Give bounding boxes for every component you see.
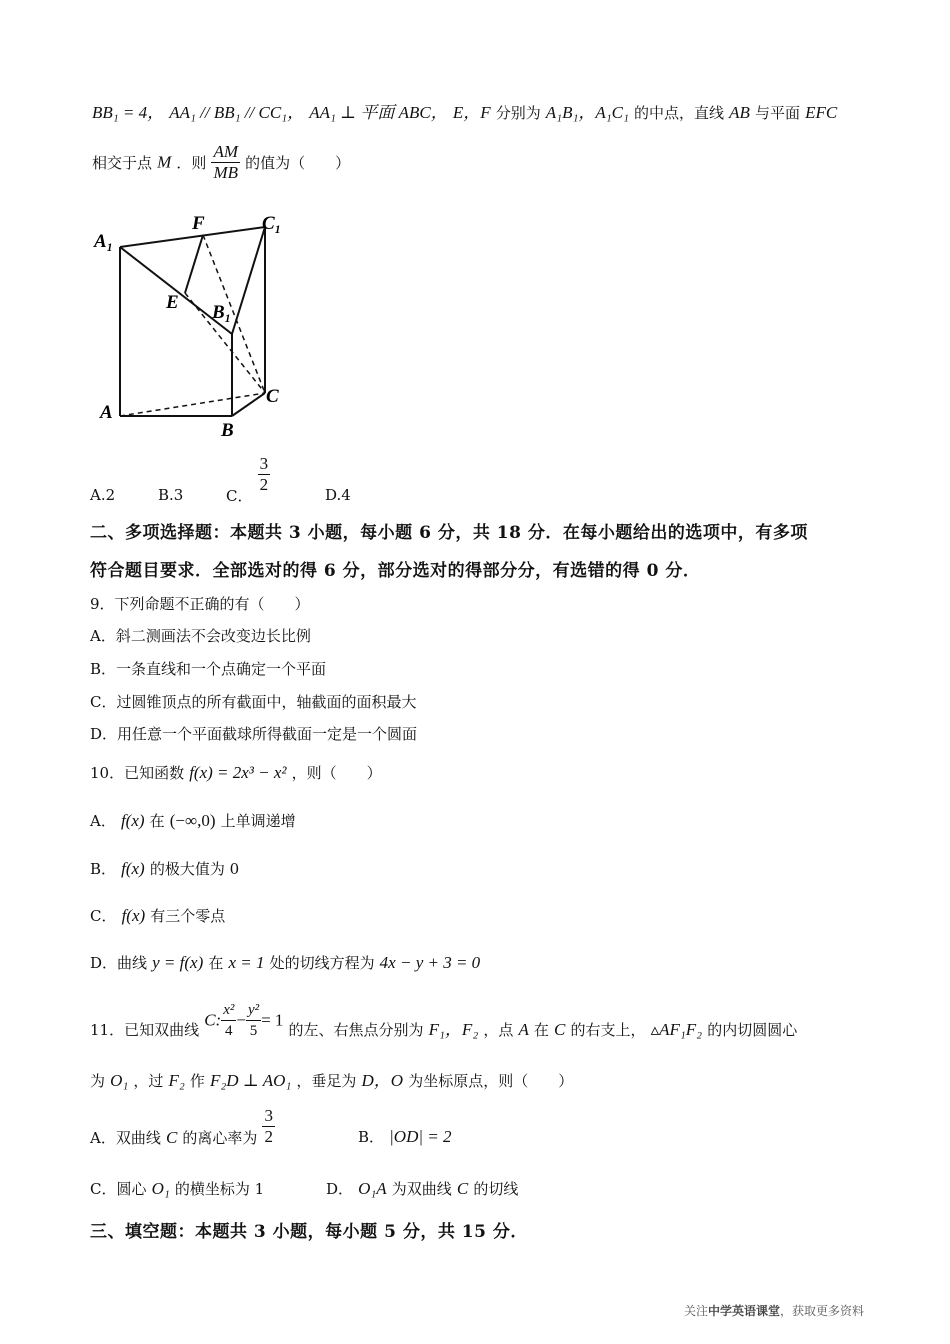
q11-option-d <box>326 1178 518 1199</box>
text: 的内切圆圆心 <box>707 1021 798 1039</box>
option-label: C． <box>226 487 253 505</box>
math-f2: F₂ <box>168 1071 185 1090</box>
fraction-numerator: AM <box>213 142 239 161</box>
text: 10．已知函数 <box>90 764 185 782</box>
fraction-3-2 <box>258 454 271 495</box>
math-ab: AB <box>729 103 750 122</box>
fraction-x2-4 <box>221 1000 236 1041</box>
text: A．双曲线 <box>90 1129 161 1147</box>
fraction-am-mb <box>211 142 240 183</box>
math-perpendicular: F₂D ⊥ AO₁ <box>210 1071 292 1090</box>
math-o1: O₁ <box>110 1071 129 1090</box>
text: 有三个零点 <box>150 907 226 925</box>
option-label: D． <box>326 1180 354 1198</box>
math-ef: E，F <box>452 103 491 122</box>
text: 的中点，直线 <box>634 104 725 122</box>
edge-b-c <box>232 393 265 416</box>
q9-option-b: B．一条直线和一个点确定一个平面 <box>90 660 327 678</box>
math-bb1: BB₁ = 4， <box>92 103 165 122</box>
text: 在 <box>208 954 224 972</box>
text: ，垂足为 <box>296 1072 357 1090</box>
fraction-y2-5 <box>246 1000 261 1041</box>
q11-option-a <box>90 1106 275 1148</box>
math-minus: − <box>236 1010 246 1030</box>
math-x-eq-1: x = 1 <box>228 953 265 972</box>
section2-heading-line1: 二、多项选择题：本题共 3 小题，每小题 6 分，共 18 分．在每小题给出的选项中，有多项 <box>90 523 808 543</box>
fraction-denominator: 2 <box>264 1127 273 1146</box>
text: ，过 <box>133 1072 164 1090</box>
footer-brand: 中学英语课堂 <box>707 1304 780 1318</box>
math-curve: y = f(x) <box>152 953 204 972</box>
math-triangle: ▵AF₁F₂ <box>650 1020 703 1039</box>
math-efc: EFC <box>805 103 838 122</box>
prism-figure <box>90 200 300 445</box>
q8-option-a: A.2 <box>90 486 116 504</box>
fraction-denominator: MB <box>213 163 239 182</box>
math-segments: A₁B₁，A₁C₁ <box>545 103 629 122</box>
fraction-numerator: x² <box>221 1000 236 1021</box>
vertex-label-f: F <box>192 213 205 234</box>
math-c: C <box>165 1128 178 1147</box>
footer-text: 关注 <box>683 1304 708 1318</box>
text: 的值为（ ） <box>245 154 351 172</box>
footer-text: ，获取更多资料 <box>779 1304 864 1318</box>
text: 的极大值为 0 <box>149 860 240 878</box>
math-c: C <box>554 1020 566 1039</box>
section3-heading: 三、填空题：本题共 3 小题，每小题 5 分，共 15 分． <box>90 1222 528 1242</box>
math-function: f(x) = 2x³ − x² <box>189 763 287 782</box>
fraction-denominator: 2 <box>259 475 269 494</box>
option-label: A． <box>90 812 116 830</box>
footer-note <box>684 1302 864 1319</box>
q11-option-c <box>90 1178 264 1199</box>
q8-line1 <box>92 98 837 123</box>
vertex-label-c: C <box>266 386 279 407</box>
q10-option-d <box>90 952 480 973</box>
math-c: C <box>456 1179 469 1198</box>
math-o1a: O₁A <box>358 1179 387 1198</box>
q10-option-a <box>90 810 296 831</box>
vertex-label-a1: A₁ <box>94 231 114 252</box>
math-fx: f(x) <box>121 906 146 925</box>
q10-stem <box>90 762 382 783</box>
text: 的切线 <box>473 1180 519 1198</box>
text: 上单调递增 <box>220 812 296 830</box>
math-tangent-line: 4x − y + 3 = 0 <box>379 953 481 972</box>
text: 与平面 <box>755 104 801 122</box>
text: 的横坐标为 1 <box>174 1180 265 1198</box>
fraction-denominator: 5 <box>249 1023 258 1039</box>
text: 在 <box>149 812 165 830</box>
text: 的右支上， <box>570 1021 646 1039</box>
math-parallel: AA₁ // BB₁ // CC₁， <box>169 103 305 122</box>
q9-option-c: C．过圆锥顶点的所有截面中，轴截面的面积最大 <box>90 693 417 711</box>
text: ．则 <box>176 154 207 172</box>
fraction-denominator: 4 <box>225 1023 233 1039</box>
math-fx: f(x) <box>120 811 145 830</box>
text: 的左、右焦点分别为 <box>288 1021 424 1039</box>
q11-stem-line2 <box>90 1066 573 1091</box>
vertex-label-a: A <box>100 402 113 423</box>
vertex-label-e: E <box>166 292 179 313</box>
q11-option-b <box>358 1126 452 1147</box>
fraction-numerator: y² <box>246 1000 261 1021</box>
hidden-edge-a-c <box>120 393 265 416</box>
vertex-label-c1: C₁ <box>262 213 282 234</box>
math-point-a: A <box>518 1020 529 1039</box>
q9-stem: 9．下列命题不正确的有（ ） <box>90 595 310 613</box>
q8-option-d: D.4 <box>325 486 351 504</box>
text: ，则（ ） <box>291 764 382 782</box>
q8-line2 <box>92 142 350 183</box>
math-fx: f(x) <box>121 859 145 878</box>
vertex-label-b: B <box>221 420 234 441</box>
math-o1: O₁ <box>151 1179 170 1198</box>
segment-e-f <box>185 235 203 293</box>
section2-heading-line2: 符合题目要求．全部选对的得 6 分，部分选对的得部分分，有选错的得 0 分． <box>90 561 701 581</box>
text: 作 <box>189 1072 205 1090</box>
q9-option-d: D．用任意一个平面截球所得截面一定是一个圆面 <box>90 725 418 743</box>
text: ，点 <box>483 1021 514 1039</box>
math-od: |OD| = 2 <box>389 1127 452 1146</box>
text: C．圆心 <box>90 1180 147 1198</box>
edge-b1-c1 <box>232 227 265 334</box>
q9-option-a: A．斜二测画法不会改变边长比例 <box>90 627 311 645</box>
option-label: C． <box>90 907 117 925</box>
text: 在 <box>533 1021 549 1039</box>
q8-option-b: B.3 <box>158 486 184 504</box>
q11-stem-line1 <box>90 1000 797 1041</box>
math-interval: (−∞,0) <box>169 811 216 830</box>
vertex-label-b1: B₁ <box>212 302 232 323</box>
text: 处的切线方程为 <box>269 954 375 972</box>
option-label: B． <box>90 860 117 878</box>
math-perp: AA₁ ⊥ 平面 ABC， <box>309 103 448 122</box>
fraction-3-2 <box>262 1106 275 1147</box>
math-d-o: D，O <box>361 1071 404 1090</box>
math-eq-1: = 1 <box>261 1010 284 1030</box>
fraction-numerator: 3 <box>259 454 269 473</box>
q10-option-b <box>90 858 239 879</box>
fraction-numerator: 3 <box>264 1106 273 1125</box>
math-m: M <box>157 152 172 172</box>
text: 为 <box>90 1072 106 1090</box>
text: 相交于点 <box>92 154 153 172</box>
text: 为坐标原点，则（ ） <box>408 1072 574 1090</box>
math-c: C: <box>204 1010 222 1030</box>
text: 的离心率为 <box>182 1129 258 1147</box>
option-label: D．曲线 <box>90 954 148 972</box>
math-foci: F₁，F₂ <box>428 1020 479 1039</box>
q10-option-c <box>90 905 225 926</box>
option-label: B． <box>358 1128 385 1146</box>
text: 11．已知双曲线 <box>90 1021 200 1039</box>
text: 为双曲线 <box>391 1180 452 1198</box>
text: 分别为 <box>495 104 541 122</box>
q8-option-c <box>226 454 270 506</box>
